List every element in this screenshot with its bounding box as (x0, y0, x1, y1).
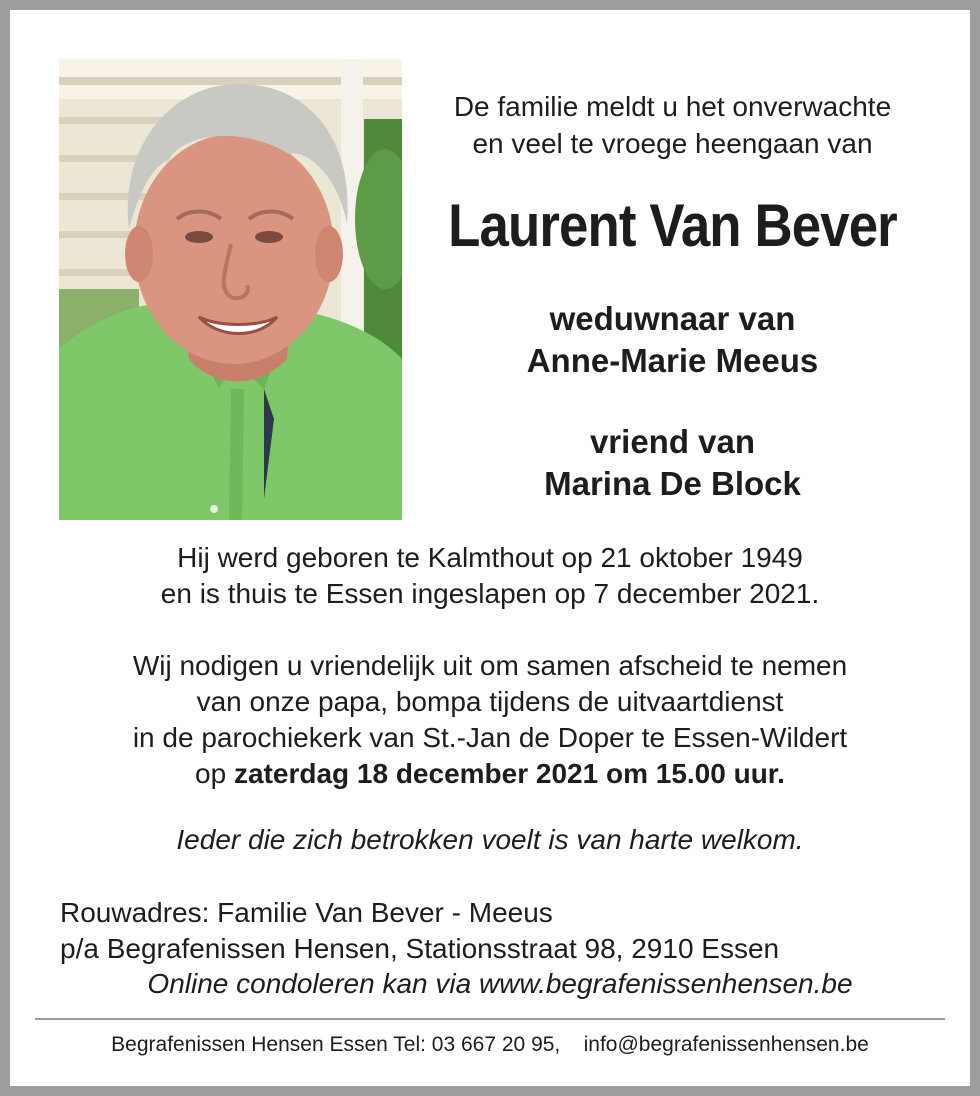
invite-prefix: op (195, 758, 234, 789)
address-line: Rouwadres: Familie Van Bever - Meeus (60, 897, 553, 928)
text-line: Hij werd geboren te Kalmthout op 21 oktober 1949 (177, 542, 803, 573)
relation-label: weduwnaar van (549, 300, 796, 337)
online-condolence: Online condoleren kan via www.begrafenissenhensen.be (147, 968, 853, 999)
text-line (40, 756, 940, 792)
intro-line: De familie meldt u het onverwachte (453, 91, 892, 122)
welcome-text: Ieder die zich betrokken voelt is van harte welkom. (176, 824, 804, 855)
address-line: p/a Begrafenissen Hensen, Stationsstraat 98, 2910 Essen (60, 933, 780, 964)
relation-person: Anne-Marie Meeus (526, 342, 819, 379)
portrait-photo (59, 59, 402, 520)
service-date: zaterdag 18 december 2021 om 15.00 uur. (233, 758, 785, 789)
mourning-address (60, 895, 920, 967)
intro-text (410, 88, 935, 162)
divider (35, 1018, 945, 1020)
text-line: in de parochiekerk van St.-Jan de Doper te Essen-Wildert (132, 722, 848, 753)
relation-person: Marina De Block (544, 465, 801, 502)
footer-email: info@begrafenissenhensen.be (583, 1033, 869, 1056)
portrait-illustration (59, 59, 402, 520)
deceased-name: Laurent Van Bever (448, 192, 897, 259)
birth-death-text (40, 540, 940, 612)
footer-contact: Begrafenissen Hensen Essen Tel: 03 667 20 95, (111, 1033, 561, 1056)
relation-label: vriend van (589, 423, 756, 460)
text-line: van onze papa, bompa tijdens de uitvaartdienst (196, 686, 784, 717)
text-line: Wij nodigen u vriendelijk uit om samen afscheid te nemen (132, 650, 848, 681)
relation-friend (410, 421, 935, 505)
text-line: en is thuis te Essen ingeslapen op 7 december 2021. (160, 578, 820, 609)
relation-spouse (410, 298, 935, 382)
intro-line: en veel te vroege heengaan van (472, 128, 873, 159)
invitation-text (40, 648, 940, 792)
footer (40, 1030, 940, 1060)
